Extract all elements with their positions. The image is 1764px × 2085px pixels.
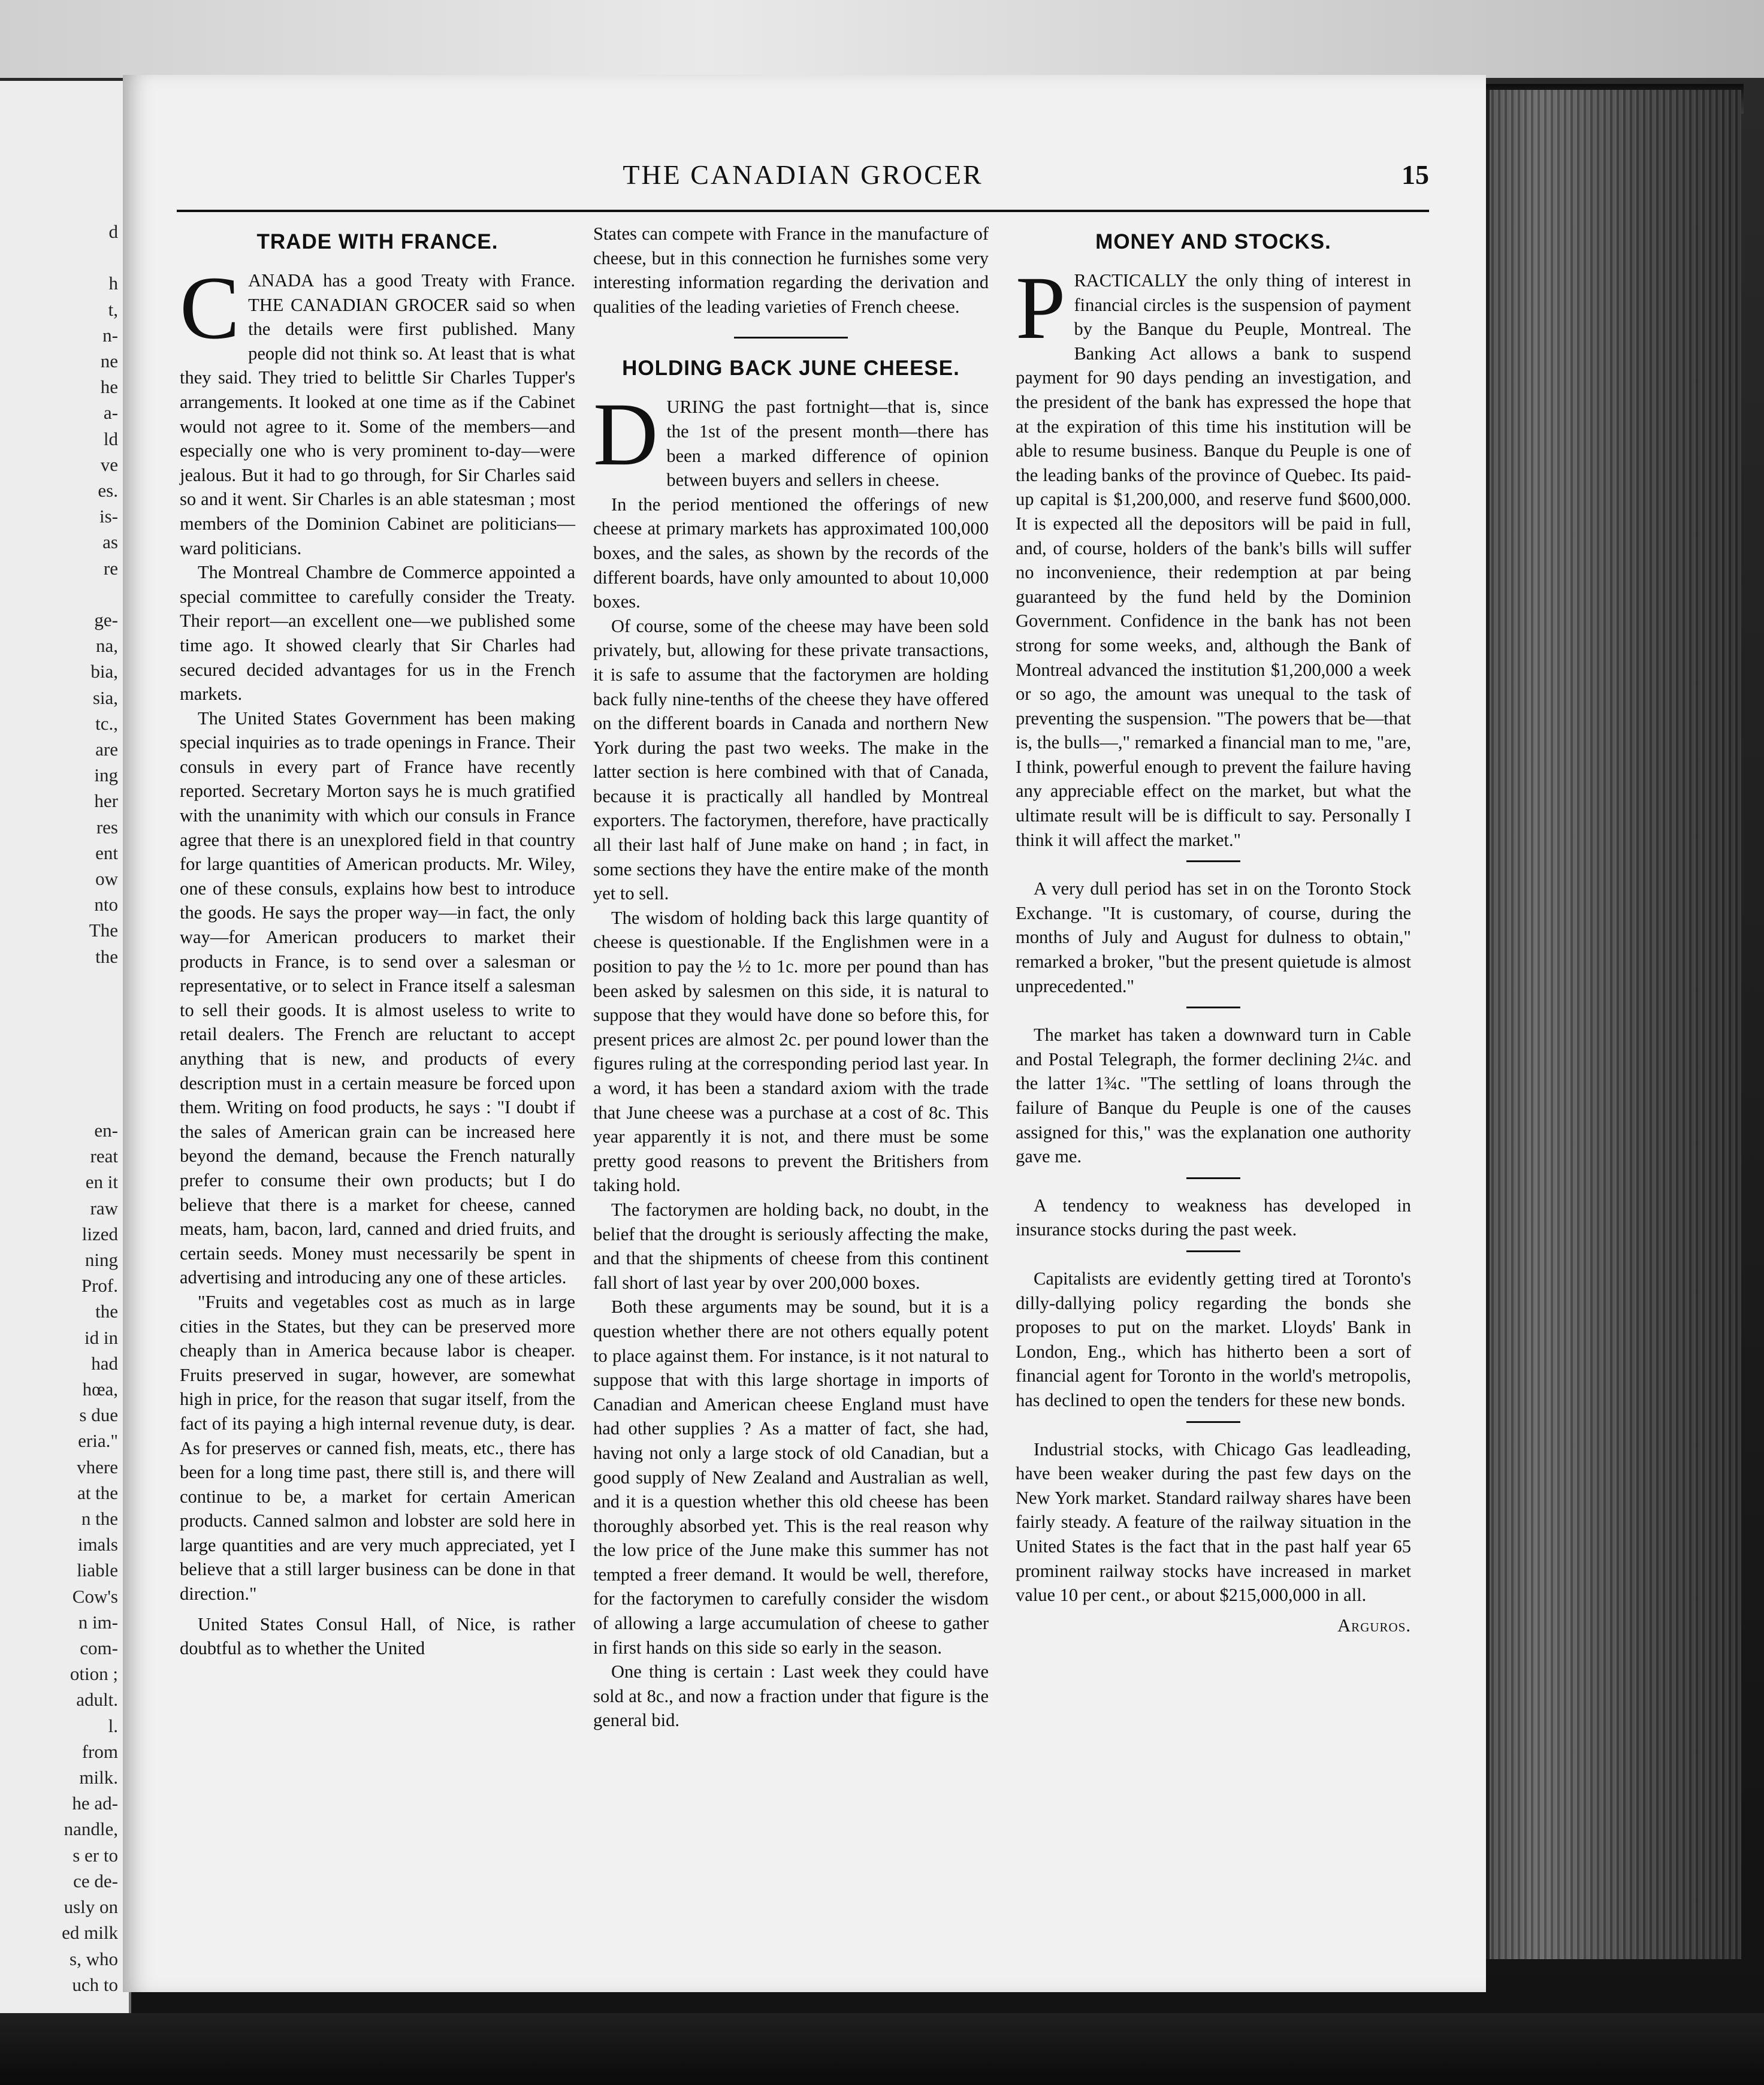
left-page-line: s due — [79, 1404, 118, 1426]
left-page-edge — [0, 81, 131, 2016]
left-page-line: sia, — [92, 687, 118, 708]
left-page-line: eria." — [78, 1430, 118, 1452]
left-page-line: he — [100, 376, 118, 398]
left-page-line: is- — [99, 506, 118, 527]
left-page-line: a- — [103, 402, 118, 424]
left-page-line: en- — [94, 1120, 118, 1141]
left-page-line: t, — [108, 298, 118, 320]
left-page-line: hœa, — [82, 1379, 118, 1400]
left-page-line: lized — [81, 1223, 118, 1244]
section-divider — [1186, 1007, 1240, 1008]
left-page-line: ld — [103, 428, 118, 449]
book-fore-edge — [1486, 90, 1741, 1959]
page-number: 15 — [1401, 159, 1429, 190]
paragraph: In the period mentioned the offerings of new cheese at primary markets has approximated 100,000 boxes, and the sales, as shown by the records of the different boards, have only amounted to about 10,000 boxes. — [593, 494, 989, 612]
header-rule — [177, 210, 1429, 212]
paragraph: United States Consul Hall, of Nice, is rather doubtful as to whether the United — [180, 1613, 575, 1659]
left-page-line: had — [91, 1352, 118, 1374]
headline-money-and-stocks: MONEY AND STOCKS. — [1095, 230, 1331, 253]
left-page-line: ge- — [94, 609, 118, 631]
paragraph: A tendency to weakness has developed in insurance stocks during the past week. — [1016, 1195, 1411, 1240]
paragraph: Of course, some of the cheese may have been sold privately, but, allowing for these private transactions, it is safe to assume that the factorymen are holding back fully nine-tenths of the cheese they have offered on the different boards in Canada and northern New York during the past two weeks. The make in the latter section is here combined with that of Canada, because it is practically all handled by Montreal exporters. The factorymen, therefore, have practically all their last half of June make on hand ; in fact, in some sections they have the entire make of the month yet to sell. — [593, 615, 989, 904]
column-1 — [180, 222, 575, 1661]
paragraph: Both these arguments may be sound, but it is a question whether there are not others equally potent to place against them. For instance, is it not natural to suppose that with this large shortage in imports of Canadian and American cheese England must have had other supplies ? As a matter of fact, she had, having not only a large stock of old Canadian, but a good supply of New Zealand and Australian as well, and it is a question whether this old cheese has been thoroughly absorbed yet. This is the real reason why the low price of the June make this summer has not tempted a freer demand. It would be well, therefore, for the factorymen to carefully consider the wisdom of allowing a large accumulation of cheese to gather in first hands on this side so early in the season. — [593, 1297, 989, 1658]
left-page-line: en it — [85, 1171, 118, 1193]
left-page-line: bia, — [90, 661, 118, 682]
paragraph-text: RACTICALLY the only thing of interest in financial circles is the suspension of payment by the Banque du Peuple, Montreal. The Banking Act allows a bank to suspend payment for 90 days pending an investigation, and the president of the bank has expressed the hope that at the expiration of this time his institution will be able to resume business. Banque du Peuple is one of the leading banks of the province of Quebec. Its paid-up capital is $1,200,000, and reserve fund $600,000. It is expected all the depositors will be paid in full, and, of course, holders of the bank's bills will suffer no inconvenience, their redemption at par being guaranteed by the fund held by the Dominion Government. Confidence in the bank has not been strong for some weeks, and, although the Bank of Montreal advanced the institution $1,200,000 a week or so ago, the amount was unequal to the task of preventing the suspension. "The powers that be—that is, the bulls—," remarked a financial man to me, "are, I think, powerful enough to prevent the failure having any appreciable effect on the market, but what the ultimate result will be is difficult to say. Personally I think it will affect the market." — [1016, 270, 1411, 850]
left-page-line: ent — [95, 842, 118, 863]
paragraph-text: URING the past fortnight—that is, since the 1st of the present month—there has been a marked difference of opinion between buyers and sellers in cheese. — [666, 397, 989, 491]
column-2 — [593, 222, 989, 1733]
left-page-line — [0, 244, 129, 270]
author-signature: Arguros. — [1337, 1615, 1411, 1636]
headline-holding-back-june-cheese: HOLDING BACK JUNE CHEESE. — [622, 356, 960, 380]
paragraph — [180, 258, 575, 560]
left-page-line: usly on — [64, 1896, 118, 1918]
left-page-line: nandle, — [64, 1818, 118, 1840]
paragraph: Industrial stocks, with Chicago Gas leadleading, have been weaker during the past few days on the New York market. Standard railway shares have been fairly steady. A feature of the railway situation in the United States is the fact that in the past half year 65 prominent railway stocks have increased in market value 10 per cent., or about $215,000,000 in all. — [1016, 1439, 1411, 1606]
left-page-text-top — [0, 219, 129, 969]
left-page-line: s, who — [70, 1948, 118, 1969]
paragraph — [1016, 258, 1411, 852]
bottom-shadow — [0, 2013, 1764, 2085]
left-page-line: com- — [80, 1637, 118, 1659]
paragraph: The United States Government has been making special inquiries as to trade openings in France. Their consuls in every part of France have recently reported. Secretary Morton says he is much gratified with the unanimity with which our consuls in France agree that there is an unexplored field in that country for large quantities of American products. Mr. Wiley, one of these consuls, explains how best to introduce the goods. He says the proper way—in fact, the only way—for American producers to market their products in France, is to send over a salesman or representative, or to select in France itself a salesman to sell their goods. It is almost useless to write to retail dealers. The French are reluctant to accept anything that is new, and products of every description must in a certain measure be forced upon them. Writing on food products, he says : "I doubt if the sales of American grain can be increased here beyond the demand, because the French naturally prefer to consume their own products; but I do believe that there is a market for cheese, canned meats, ham, bacon, lard, canned and dried fruits, and certain seeds. Money must necessarily be spent in advertising and introducing any one of these articles. — [180, 708, 575, 1288]
paragraph: The factorymen are holding back, no doubt, in the belief that the drought is seriously affecting the make, and that the shipments of cheese from this continent fall short of last year by over 200,000 boxes. — [593, 1199, 989, 1293]
left-page-line: res — [96, 816, 118, 838]
column-3 — [1016, 222, 1411, 1637]
left-page-line: s er to — [73, 1844, 118, 1866]
left-page-line: ing — [94, 764, 118, 786]
left-page-line: l. — [108, 1715, 118, 1736]
left-page-line: n- — [102, 324, 118, 346]
left-page-line: nto — [94, 894, 118, 915]
left-page-line: raw — [90, 1197, 118, 1219]
section-divider — [1186, 1421, 1240, 1423]
section-divider — [734, 337, 848, 339]
left-page-line: adult. — [76, 1689, 118, 1711]
paragraph: States can compete with France in the manufacture of cheese, but in this connection he furnishes some very interesting information regarding the derivation and qualities of the leading varieties of French cheese. — [593, 223, 989, 317]
paragraph-text: ANADA has a good Treaty with France. THE CANADIAN GROCER said so when the details were first published. Many people did not think so. At least that is what they said. They tried to belittle Sir Charles Tupper's arrangements. It looked at one time as if the Cabinet would not agree to it. Some of the members—and especially one who is very prominent to-day—were jealous. But it had to go through, for Sir Charles said so and it went. Sir Charles is an able statesman ; most members of the Dominion Cabinet are politicians—ward politicians. — [180, 270, 575, 558]
left-page-line: na, — [95, 635, 118, 657]
paragraph: The market has taken a downward turn in Cable and Postal Telegraph, the former declining 2¼c. and the latter 1¾c. "The settling of loans through the failure of Banque du Peuple is one of the causes assigned for this," was the explanation one authority gave me. — [1016, 1025, 1411, 1167]
left-page-line: the — [95, 945, 118, 967]
page-header — [177, 159, 1429, 201]
paragraph — [593, 385, 989, 492]
newspaper-page — [123, 75, 1486, 1992]
left-page-line: as — [102, 531, 118, 553]
left-page-line: ow — [95, 868, 118, 890]
section-divider — [1186, 1177, 1240, 1179]
section-divider — [1186, 860, 1240, 862]
left-page-line: es. — [98, 480, 118, 501]
left-page-line: are — [95, 739, 118, 760]
left-page-line: h — [108, 273, 118, 294]
left-page-line: ed milk — [62, 1922, 118, 1944]
left-page-line: at the — [77, 1482, 118, 1503]
left-page-line: uch to — [72, 1974, 118, 1995]
left-page-line: from — [81, 1740, 118, 1762]
top-background — [0, 0, 1764, 78]
left-page-line: The — [89, 920, 118, 941]
drop-cap: D — [593, 385, 659, 485]
headline-trade-with-france: TRADE WITH FRANCE. — [256, 230, 499, 253]
left-page-line: d — [108, 221, 118, 242]
left-page-line: liable — [77, 1560, 118, 1581]
section-divider — [1186, 1250, 1240, 1252]
paragraph: Capitalists are evidently getting tired at Toronto's dilly-dallying policy regarding the bonds she proposes to put on the market. Lloyds' Bank in London, Eng., which has hitherto been a sort of financial agent for Toronto in the world's metropolis, has declined to open the tenders for these new bonds. — [1016, 1268, 1411, 1410]
left-page-line: ce de- — [73, 1870, 118, 1891]
drop-cap: C — [180, 258, 240, 358]
drop-cap: P — [1016, 258, 1066, 358]
left-page-line: otion ; — [70, 1663, 118, 1685]
paragraph: The wisdom of holding back this large quantity of cheese is questionable. If the Englishmen were in a position to pay the ½ to 1c. more per pound than has been asked by salesmen on this side, it is natural to suppose that they would have done so before this, for present prices are almost 2c. per pound lower than the figures ruling at the corresponding period last year. In a word, it has been a standard axiom with the trade that June cheese was a purchase at a cost of 8c. This year apparently it is not, and there must be some pretty good reasons to prevent the Britishers from taking hold. — [593, 907, 989, 1196]
paragraph: One thing is certain : Last week they could have sold at 8c., and now a fraction under that figure is the general bid. — [593, 1661, 989, 1731]
left-page-line: imals — [77, 1534, 118, 1555]
left-page-text-bottom — [0, 1117, 129, 1998]
left-page-line — [0, 581, 129, 607]
left-page-line: Cow's — [72, 1585, 118, 1607]
left-page-line: ve — [100, 454, 118, 475]
paragraph: The Montreal Chambre de Commerce appointed a special committee to carefully consider the Treaty. Their report—an excellent one—we published some time ago. It showed clearly that Sir Charles had secured decided advantages for us in the French markets. — [180, 562, 575, 705]
left-page-line: id in — [84, 1326, 118, 1348]
left-page-line: Prof. — [81, 1275, 118, 1297]
left-page-line: n the — [81, 1508, 118, 1530]
left-page-line: ne — [100, 350, 118, 372]
paragraph: "Fruits and vegetables cost as much as in large cities in the States, but they can be preserved more cheaply than in America because labor is cheaper. Fruits preserved in sugar, however, are somewhat high in price, for the reason that sugar itself, from the fact of its paying a high internal revenue duty, is dear. As for preserves or canned fish, meats, etc., there has been for a long time past, there still is, and there will continue to be, a market for certain American products. Canned salmon and lobster are sold here in large quantities and are very much appreciated, yet I believe that a still larger business can be done in that direction." — [180, 1291, 575, 1604]
left-page-line: milk. — [79, 1767, 118, 1788]
publication-title: THE CANADIAN GROCER — [623, 159, 983, 190]
left-page-line: re — [103, 557, 118, 579]
left-page-line: tc., — [95, 712, 118, 734]
paragraph: A very dull period has set in on the Toronto Stock Exchange. "It is customary, of course, during the months of July and August for dulness to obtain," remarked a broker, "but the present quietude is almost unprecedented." — [1016, 878, 1411, 996]
left-page-line: reat — [90, 1146, 118, 1167]
left-page-line: her — [94, 790, 118, 812]
left-page-line: vhere — [77, 1456, 118, 1477]
left-page-line: the — [95, 1301, 118, 1322]
left-page-line: ning — [84, 1249, 118, 1271]
left-page-line: he ad- — [72, 1793, 118, 1814]
left-page-line: n im- — [78, 1611, 118, 1633]
